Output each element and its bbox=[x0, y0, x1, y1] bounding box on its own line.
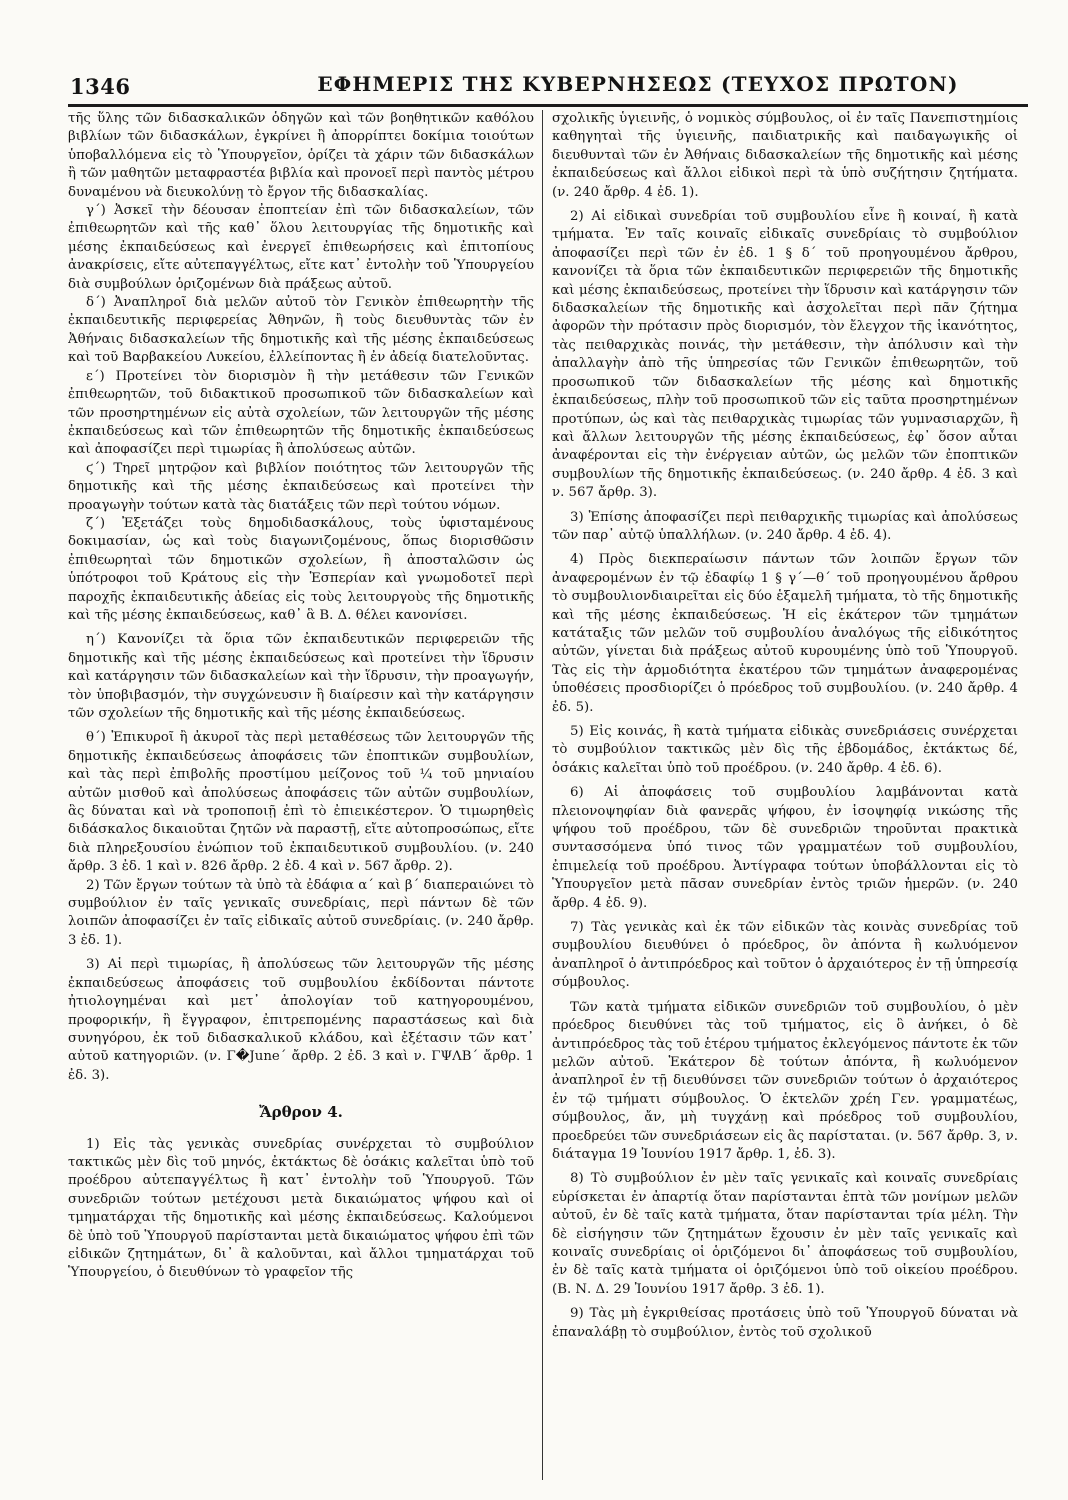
left-paragraph: 3) Αἱ περὶ τιμωρίας, ἢ ἀπολύσεως τῶν λειτουργῶν τῆς μέσης ἐκπαιδεύσεως ἀποφάσεις τοῦ συμβουλίου ἐκδίδονται πάντοτε ἠτιολογημέναι καὶ μετ᾽ ἀπολογίαν τοῦ κατηγορουμένου, προφορικήν, ἢ ἔγγραφον, ἐπιτρεπομένης παραστάσεως καὶ διὰ συνηγόρου, ἐκ τοῦ διδασκαλικοῦ κλάδου, καὶ ἐξέτασιν τῶν κατ᾽ αὐτοῦ κατηγοριῶν. (ν. Γ�June΄ ἄρθρ. 2 ἐδ. 3 καὶ ν. ΓΨΛΒ΄ ἄρθρ. 1 ἐδ. 3). bbox=[68, 957, 534, 1083]
left-paragraph: θ΄) Ἐπικυροῖ ἢ ἀκυροῖ τὰς περὶ μεταθέσεως τῶν λειτουργῶν τῆς δημοτικῆς ἐκπαιδεύσεως ἀποφάσεις τῶν ἐποπτικῶν συμβουλίων, καὶ τὰς περὶ ἐπιβολῆς προστίμου μείζονος τοῦ ¼ τοῦ μηνιαίου αὐτῶν μισθοῦ καὶ ἀπολύσεως ἀποφάσεις τῶν αὐτῶν συμβουλίων, ἃς δύναται καὶ νὰ τροποποιῇ ἐπὶ τὸ ἐπιεικέστερον. Ὁ τιμωρηθεὶς διδάσκαλος δικαιοῦται ζητῶν νὰ παραστῇ, εἴτε αὐτοπροσώπως, εἴτε διὰ πληρεξουσίου ἐνώπιον τοῦ ἐκπαιδευτικοῦ συμβουλίου. (ν. 240 ἄρθρ. 3 ἐδ. 1 καὶ ν. 826 ἄρθρ. 2 ἐδ. 4 καὶ ν. 567 ἄρθρ. 2). bbox=[68, 730, 534, 875]
left-paragraph: 2) Τῶν ἔργων τούτων τὰ ὑπὸ τὰ ἐδάφια α΄ καὶ β΄ διαπεραιώνει τὸ συμβούλιον ἐν ταῖς γενικαῖς συνεδρίαις, περὶ πάντων δὲ τῶν λοιπῶν ἀποφασίζει ἐν ταῖς εἰδικαῖς αὐτοῦ συνεδρίαις. (ν. 240 ἄρθρ. 3 ἐδ. 1). bbox=[68, 877, 534, 948]
page-header bbox=[68, 66, 1028, 107]
left-paragraph: 1) Εἰς τὰς γενικὰς συνεδρίας συνέρχεται τὸ συμβούλιον τακτικῶς μὲν δὶς τοῦ μηνός, ἐκτάκτως δὲ ὁσάκις καλεῖται ὑπὸ τοῦ προέδρου αὐτεπαγγέλτως ἢ κατ᾽ ἐντολὴν τοῦ Ὑπουργοῦ. Τῶν συνεδριῶν τούτων μετέχουσι μετὰ δικαιώματος ψήφου καὶ οἱ τμηματάρχαι τῆς δημοτικῆς καὶ μέσης ἐκπαιδεύσεως. Καλούμενοι δὲ ὑπὸ τοῦ Ὑπουργοῦ παρίστανται μετὰ δικαιώματος ψήφου ἐπὶ τῶν εἰδικῶν ζητημάτων, δι᾽ ἃ καλοῦνται, καὶ ἄλλοι τμηματάρχαι τοῦ Ὑπουργείου, ὁ διευθύνων τὸ γραφεῖον τῆς bbox=[68, 1136, 534, 1281]
left-paragraph: γ΄) Ἀσκεῖ τὴν δέουσαν ἐποπτείαν ἐπὶ τῶν διδασκαλείων, τῶν ἐπιθεωρητῶν καὶ τῆς καθ᾽ ὅλου λειτουργίας τῆς δημοτικῆς καὶ μέσης ἐκπαιδεύσεως καὶ ἐνεργεῖ ἐπιθεωρήσεις καὶ ἐπιτοπίους ἀνακρίσεις, εἴτε αὐτεπαγγέλτως, εἴτε κατ᾽ ἐντολὴν τοῦ Ὑπουργείου διὰ συμβούλων ὁριζομένων διὰ πράξεως αὐτοῦ. bbox=[68, 203, 534, 292]
right-paragraph: 9) Τὰς μὴ ἐγκριθείσας προτάσεις ὑπὸ τοῦ Ὑπουργοῦ δύναται νὰ ἐπαναλάβῃ τὸ συμβούλιον, ἐντὸς τοῦ σχολικοῦ bbox=[552, 1306, 1018, 1340]
left-paragraph: ε΄) Προτείνει τὸν διορισμὸν ἢ τὴν μετάθεσιν τῶν Γενικῶν ἐπιθεωρητῶν, τοῦ διδακτικοῦ προσωπικοῦ τῶν διδασκαλείων καὶ τῶν προσηρτημένων εἰς αὐτὰ σχολείων, τῶν λειτουργῶν τῆς μέσης ἐκπαιδεύσεως καὶ τῶν ἐπιθεωρητῶν τῆς δημοτικῆς ἐκπαιδεύσεως καὶ ἀποφασίζει περὶ τιμωρίας ἢ ἀπολύσεως αὐτῶν. bbox=[68, 368, 534, 458]
right-paragraph: 7) Τὰς γενικὰς καὶ ἐκ τῶν εἰδικῶν τὰς κοινὰς συνεδρίας τοῦ συμβουλίου διευθύνει ὁ πρόεδρος, ὃν ἀπόντα ἢ κωλυόμενον ἀναπληροῖ ὁ ἀντιπρόεδρος καὶ τοῦτον ὁ ἀρχαιότερος ἐν τῇ ὑπηρεσίᾳ σύμβουλος. bbox=[552, 920, 1018, 991]
left-paragraph: ϛ΄) Τηρεῖ μητρῷον καὶ βιβλίον ποιότητος τῶν λειτουργῶν τῆς δημοτικῆς καὶ τῆς μέσης ἐκπαιδεύσεως καὶ προτείνει τὴν προαγωγὴν τούτων κατὰ τὰς διατάξεις τῶν περὶ τούτου νόμων. bbox=[68, 460, 534, 513]
right-paragraph: Τῶν κατὰ τμήματα εἰδικῶν συνεδριῶν τοῦ συμβουλίου, ὁ μὲν πρόεδρος διευθύνει τὰς τοῦ τμήματος, εἰς ὃ ἀνήκει, ὁ δὲ ἀντιπρόεδρος τὰς τοῦ ἑτέρου τμήματος ἐκλεγόμενος πάντοτε ἐκ τῶν μελῶν αὐτοῦ. Ἑκάτερον δὲ τούτων ἀπόντα, ἢ κωλυόμενον ἀναπληροῖ ἐν τῇ διευθύνσει τῶν συνεδριῶν τούτων ὁ ἀρχαιότερος ἐν τῷ τμήματι σύμβουλος. Ὁ ἐκτελῶν χρέη Γεν. γραμματέως, σύμβουλος, ἄν, μὴ τυγχάνῃ καὶ πρόεδρος τοῦ συμβουλίου, προεδρεύει τῶν συνεδριάσεων εἰς ἃς παρίσταται. (ν. 567 ἄρθρ. 3, ν. διάταγμα 19 Ἰουνίου 1917 ἄρθρ. 1, ἐδ. 3). bbox=[552, 999, 1018, 1162]
left-paragraph: δ΄) Ἀναπληροῖ διὰ μελῶν αὐτοῦ τὸν Γενικὸν ἐπιθεωρητὴν τῆς ἐκπαιδευτικῆς περιφερείας Ἀθηνῶν, ἢ τοὺς διευθυντὰς τῶν ἐν Ἀθήναις διδασκαλείων τῆς δημοτικῆς καὶ τῆς μέσης ἐκπαιδεύσεως καὶ τοῦ Βαρβακείου Λυκείου, ἐλλείποντας ἢ ἐν ἀδείᾳ διατελοῦντας. bbox=[68, 295, 534, 366]
right-paragraph: 2) Αἱ εἰδικαὶ συνεδρίαι τοῦ συμβουλίου εἶνε ἢ κοιναί, ἢ κατὰ τμήματα. Ἐν ταῖς κοιναῖς εἰδικαῖς συνεδρίαις τὸ συμβούλιον ἀποφασίζει περὶ τῶν ἐν ἐδ. 1 § δ΄ τοῦ προηγουμένου ἄρθρου, κανονίζει τὰ ὅρια τῶν ἐκπαιδευτικῶν περιφερειῶν τῆς δημοτικῆς καὶ μέσης ἐκπαιδεύσεως, προτείνει τὴν ἵδρυσιν καὶ κατάργησιν τῶν διδασκαλείων τῆς δημοτικῆς καὶ ἀσχολεῖται περὶ πᾶν ζήτημα ἀφορῶν τὴν πρότασιν πρὸς διορισμόν, τὸν ἔλεγχον τῆς ἱκανότητος, τὰς πειθαρχικὰς ποινάς, τὴν μετάθεσιν, τὴν ἀπόλυσιν καὶ τὴν ἀπαλλαγὴν ἀπὸ τῆς ὑπηρεσίας τῶν Γενικῶν ἐπιθεωρητῶν, τοῦ προσωπικοῦ τῶν διδασκαλείων τῆς μέσης καὶ δημοτικῆς ἐκπαιδεύσεως, πλὴν τοῦ προσωπικοῦ τῶν εἰς ταῦτα προσηρτημένων προτύπων, ὡς καὶ τὰς πειθαρχικὰς τιμωρίας τῶν γυμνασιαρχῶν, ἢ καὶ ἄλλων λειτουργῶν τῆς μέσης ἐκπαιδεύσεως, ἐφ᾽ ὅσον αὗται ἀναφέρονται εἰς τὴν ἐνέργειαν αὐτῶν, ὡς μελῶν τῶν ἐποπτικῶν συμβουλίων τῆς δημοτικῆς ἐκπαιδεύσεως. (ν. 240 ἄρθρ. 4 ἐδ. 3 καὶ ν. 567 ἄρθρ. 3). bbox=[552, 209, 1018, 501]
right-paragraph: 6) Αἱ ἀποφάσεις τοῦ συμβουλίου λαμβάνονται κατὰ πλειονοψηφίαν διὰ φανερᾶς ψήφου, ἐν ἰσοψηφίᾳ νικώσης τῆς ψήφου τοῦ προέδρου, τῶν δὲ συνεδριῶν τηροῦνται πρακτικὰ συντασσόμενα ὑπό τινος τῶν γραμματέων τοῦ συμβουλίου, ἐπιμελείᾳ τοῦ προέδρου. Ἀντίγραφα τούτων ὑποβάλλονται εἰς τὸ Ὑπουργεῖον μετὰ πᾶσαν συνεδρίαν ἐντὸς τριῶν ἡμερῶν. (ν. 240 ἄρθρ. 4 ἐδ. 9). bbox=[552, 785, 1018, 911]
text-columns bbox=[68, 110, 1028, 1480]
right-paragraph: 3) Ἐπίσης ἀποφασίζει περὶ πειθαρχικῆς τιμωρίας καὶ ἀπολύσεως τῶν παρ᾽ αὐτῷ ὑπαλλήλων. (ν. 240 ἄρθρ. 4 ἐδ. 4). bbox=[552, 509, 1018, 543]
right-column bbox=[552, 110, 1018, 1480]
right-paragraph: 4) Πρὸς διεκπεραίωσιν πάντων τῶν λοιπῶν ἔργων τῶν ἀναφερομένων ἐν τῷ ἐδαφίῳ 1 § γ΄—θ΄ τοῦ προηγουμένου ἄρθρου τὸ συμβουλιονδιαιρεῖται εἰς δύο ἑξαμελῆ τμήματα, τὸ τῆς δημοτικῆς καὶ τῆς μέσης ἐκπαιδεύσεως. Ἡ εἰς ἑκάτερον τῶν τμημάτων κατάταξις τῶν μελῶν τοῦ συμβουλίου ἀναλόγως τῆς εἰδικότητος αὐτῶν, γίνεται διὰ πράξεως αὐτοῦ κυρουμένης ὑπὸ τοῦ Ὑπουργοῦ. Τὰς εἰς τὴν ἁρμοδιότητα ἑκατέρου τῶν τμημάτων ἀναφερομένας ὑποθέσεις προσδιορίζει ὁ πρόεδρος τοῦ συμβουλίου. (ν. 240 ἄρθρ. 4 ἐδ. 5). bbox=[552, 552, 1018, 715]
left-column bbox=[68, 110, 534, 1480]
right-paragraph: 5) Εἰς κοινάς, ἢ κατὰ τμήματα εἰδικὰς συνεδριάσεις συνέρχεται τὸ συμβούλιον τακτικῶς μὲν δὶς τῆς ἑβδομάδος, ἐκτάκτως δέ, ὁσάκις καλεῖται ὑπὸ τοῦ προέδρου. (ν. 240 ἄρθρ. 4 ἐδ. 6). bbox=[552, 724, 1018, 776]
right-paragraph: σχολικῆς ὑγιεινῆς, ὁ νομικὸς σύμβουλος, οἱ ἐν ταῖς Πανεπιστημίοις καθηγηταὶ τῆς ὑγιεινῆς, παιδιατρικῆς καὶ παιδαγωγικῆς οἱ διευθυνταὶ τῶν ἐν Ἀθήναις διδασκαλείων τῆς δημοτικῆς καὶ μέσης ἐκπαιδεύσεως καὶ ἄλλοι εἰδικοὶ περὶ τὰ ὑπὸ συζήτησιν ζητήματα. (ν. 240 ἄρθρ. 4 ἐδ. 1). bbox=[552, 111, 1018, 200]
running-title: ΕΦΗΜΕΡΙΣ ΤΗΣ ΚΥΒΕΡΝΗΣΕΩΣ (ΤΕΥΧΟΣ ΠΡΩΤΟΝ) bbox=[317, 72, 959, 96]
left-paragraph: ζ΄) Ἐξετάζει τοὺς δημοδιδασκάλους, τοὺς ὑφισταμένους δοκιμασίαν, ὡς καὶ τοὺς διαγωνιζομένους, ὅπως διορισθῶσιν ἐπιθεωρηταὶ τῶν δημοτικῶν σχολείων, ἢ ἀποσταλῶσιν ὡς ὑπότροφοι τοῦ Κράτους εἰς τὴν Ἑσπερίαν καὶ γνωμοδοτεῖ περὶ παροχῆς ἐκπαιδευτικῆς ἀδείας εἰς τοὺς λειτουργοὺς τῆς δημοτικῆς καὶ τῆς μέσης ἐκπαιδεύσεως, καθ᾽ ἃ Β. Δ. θέλει κανονίσει. bbox=[68, 515, 534, 623]
right-paragraph: 8) Τὸ συμβούλιον ἐν μὲν ταῖς γενικαῖς καὶ κοιναῖς συνεδρίαις εὑρίσκεται ἐν ἀπαρτίᾳ ὅταν παρίστανται ἑπτὰ τῶν μονίμων μελῶν αὐτοῦ, ἐν δὲ ταῖς κατὰ τμήματα, ὅταν παρίστανται τρία μέλη. Τὴν δὲ εἰσήγησιν τῶν ζητημάτων ἔχουσιν ἐν μὲν ταῖς γενικαῖς καὶ κοιναῖς συνεδρίαις οἱ ὁριζόμενοι δι᾽ ἀποφάσεως τοῦ συμβουλίου, ἐν δὲ ταῖς κατὰ τμήματα οἱ ὁριζόμενοι ὑπὸ τοῦ οἰκείου προέδρου. (Β. Ν. Δ. 29 Ἰουνίου 1917 ἄρθρ. 3 ἐδ. 1). bbox=[552, 1171, 1018, 1297]
column-divider bbox=[542, 110, 543, 1480]
article-title: Ἄρθρον 4. bbox=[259, 1103, 343, 1122]
page-number: 1346 bbox=[70, 74, 131, 99]
left-paragraph: τῆς ὕλης τῶν διδασκαλικῶν ὁδηγῶν καὶ τῶν βοηθητικῶν καθόλου βιβλίων τῶν διδασκάλων, ἐγκρίνει ἢ ἀπορρίπτει δοκίμια τοιούτων ὑποβαλλόμενα εἰς τὸ Ὑπουργεῖον, ὁρίζει τὰ χάριν τῶν διδασκάλων ἢ τῶν μαθητῶν μεταφραστέα βιβλία καὶ προνοεῖ περὶ παντὸς μέτρου δυναμένου νὰ διευκολύνῃ τὸ ἔργον τῆς διδασκαλίας. bbox=[68, 111, 534, 200]
left-paragraph: η΄) Κανονίζει τὰ ὅρια τῶν ἐκπαιδευτικῶν περιφερειῶν τῆς δημοτικῆς καὶ τῆς μέσης ἐκπαιδεύσεως καὶ προτείνει τὴν ἵδρυσιν καὶ κατάργησιν τῶν διδασκαλείων καὶ τὴν ἵδρυσιν, τὴν προαγωγήν, τὸν ὑποβιβασμόν, τὴν συγχώνευσιν ἢ διαίρεσιν καὶ τὴν κατάργησιν τῶν σχολείων τῆς δημοτικῆς καὶ τῆς μέσης ἐκπαιδεύσεως. bbox=[68, 632, 534, 721]
